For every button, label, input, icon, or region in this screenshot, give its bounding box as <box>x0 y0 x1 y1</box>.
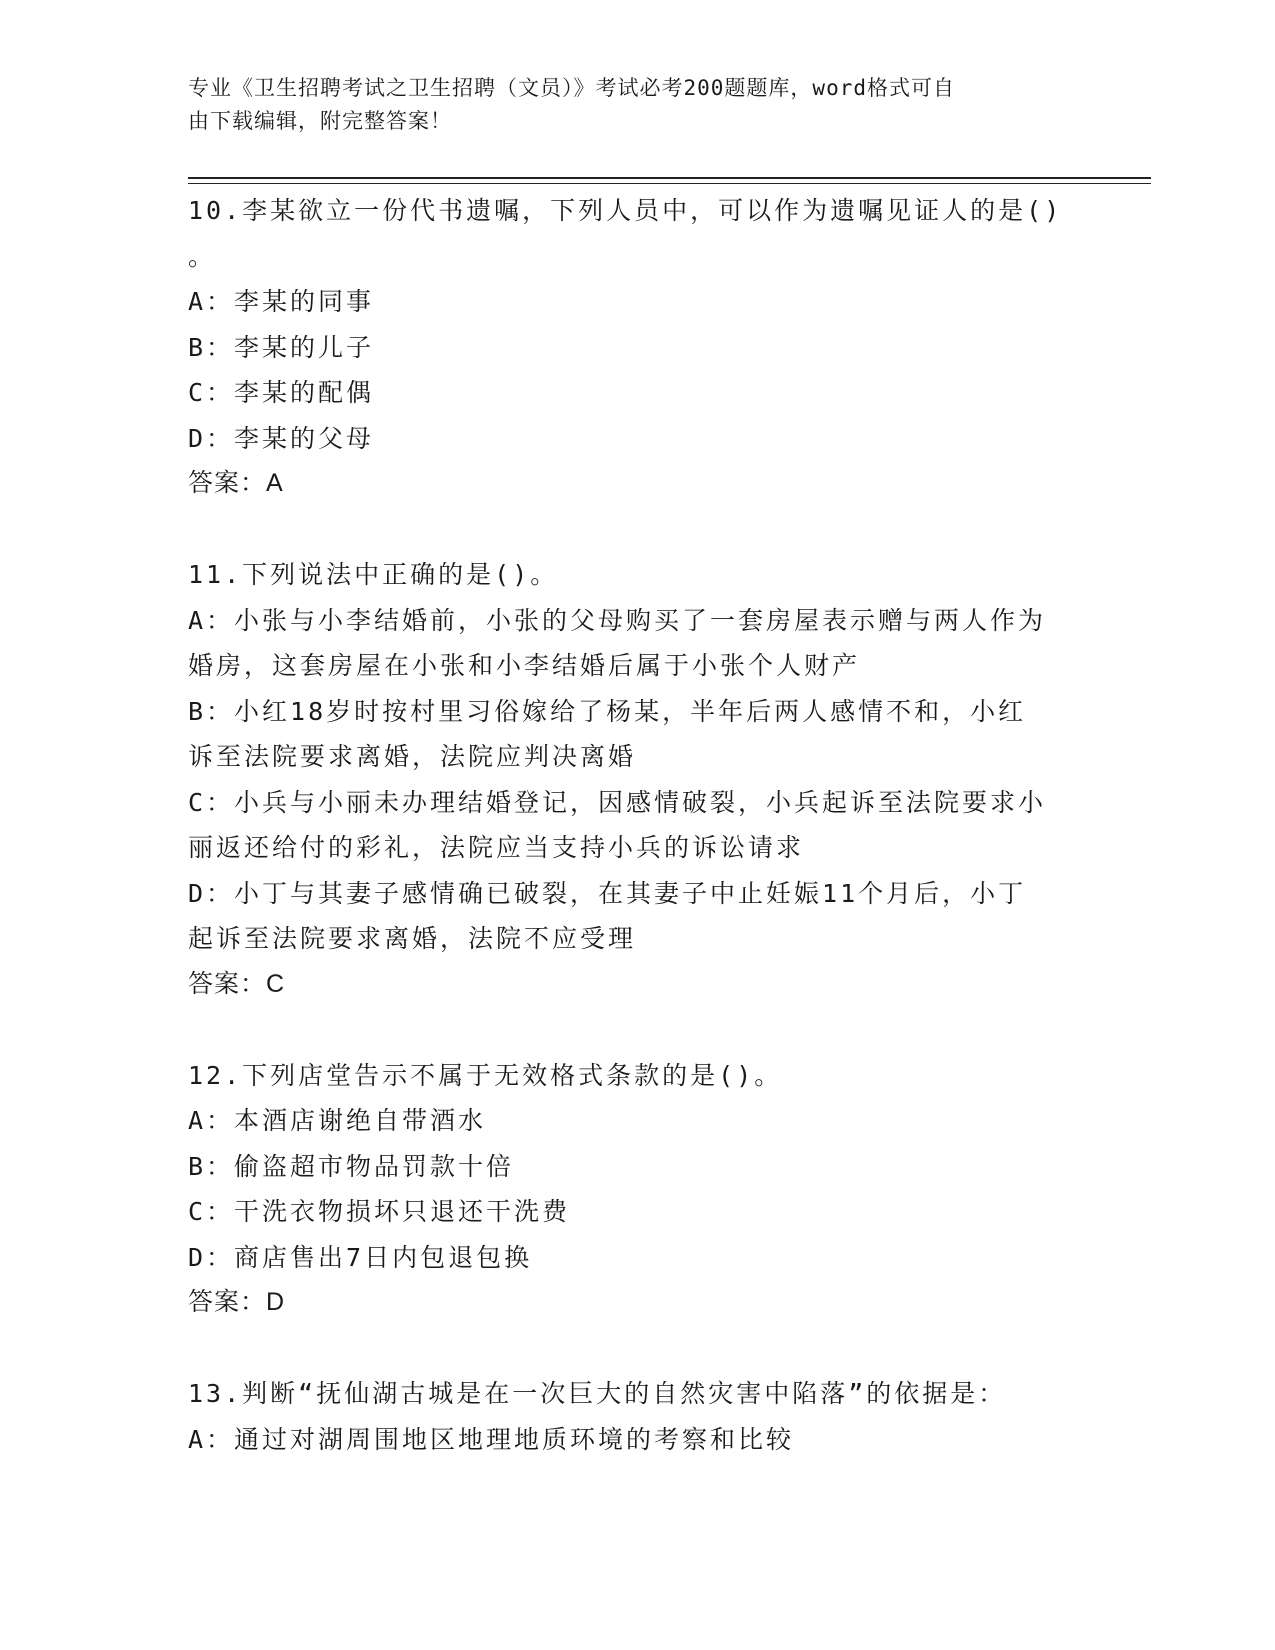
header-line-2: 由下载编辑，附完整答案！ <box>188 109 452 133</box>
question-13 <box>188 1371 1088 1462</box>
option-b: B：李某的儿子 <box>188 332 375 362</box>
header-divider-thin <box>188 183 1151 184</box>
header-line-1: 专业《卫生招聘考试之卫生招聘（文员）》考试必考200题题库，word格式可自 <box>188 76 955 100</box>
question-11 <box>188 552 1088 1007</box>
spacer <box>188 507 1088 553</box>
option-c: C：小兵与小丽未办理结婚登记，因感情破裂，小兵起诉至法院要求小 <box>188 787 1047 817</box>
option-b-cont: 诉至法院要求离婚，法院应判决离婚 <box>188 742 637 771</box>
question-text-cont: 。 <box>188 241 217 271</box>
option-d: D：小丁与其妻子感情确已破裂，在其妻子中止妊娠11个月后，小丁 <box>188 878 1027 908</box>
option-d: D：商店售出7日内包退包换 <box>188 1242 533 1272</box>
question-text: 10.李某欲立一份代书遗嘱，下列人员中，可以作为遗嘱见证人的是() <box>188 196 1063 225</box>
option-a: A：通过对湖周围地区地理地质环境的考察和比较 <box>188 1424 795 1454</box>
question-text: 13.判断“抚仙湖古城是在一次巨大的自然灾害中陷落”的依据是： <box>188 1379 1007 1408</box>
option-a-cont: 婚房，这套房屋在小张和小李结婚后属于小张个人财产 <box>188 651 861 680</box>
option-a: A：小张与小李结婚前，小张的父母购买了一套房屋表示赠与两人作为 <box>188 605 1047 635</box>
question-text: 12.下列店堂告示不属于无效格式条款的是()。 <box>188 1060 783 1090</box>
option-c: C：李某的配偶 <box>188 378 375 407</box>
question-text: 11.下列说法中正确的是()。 <box>188 560 559 589</box>
question-10 <box>188 188 1088 507</box>
question-list <box>188 188 1088 1462</box>
option-b: B：偷盗超市物品罚款十倍 <box>188 1151 515 1181</box>
question-12 <box>188 1053 1088 1326</box>
option-d-cont: 起诉至法院要求离婚，法院不应受理 <box>188 924 637 953</box>
option-d: D：李某的父母 <box>188 423 375 453</box>
option-c-cont: 丽返还给付的彩礼，法院应当支持小兵的诉讼请求 <box>188 833 805 862</box>
document-header <box>188 72 1068 138</box>
answer: 答案：D <box>188 1288 286 1316</box>
option-a: A：本酒店谢绝自带酒水 <box>188 1106 487 1135</box>
header-divider-thick <box>188 177 1151 179</box>
spacer <box>188 1326 1088 1372</box>
option-c: C：干洗衣物损坏只退还干洗费 <box>188 1197 571 1226</box>
answer: 答案：C <box>188 969 286 998</box>
option-b: B：小红18岁时按村里习俗嫁给了杨某，半年后两人感情不和，小红 <box>188 696 1027 726</box>
answer: 答案：A <box>188 469 284 497</box>
spacer <box>188 1007 1088 1053</box>
option-a: A：李某的同事 <box>188 287 375 316</box>
